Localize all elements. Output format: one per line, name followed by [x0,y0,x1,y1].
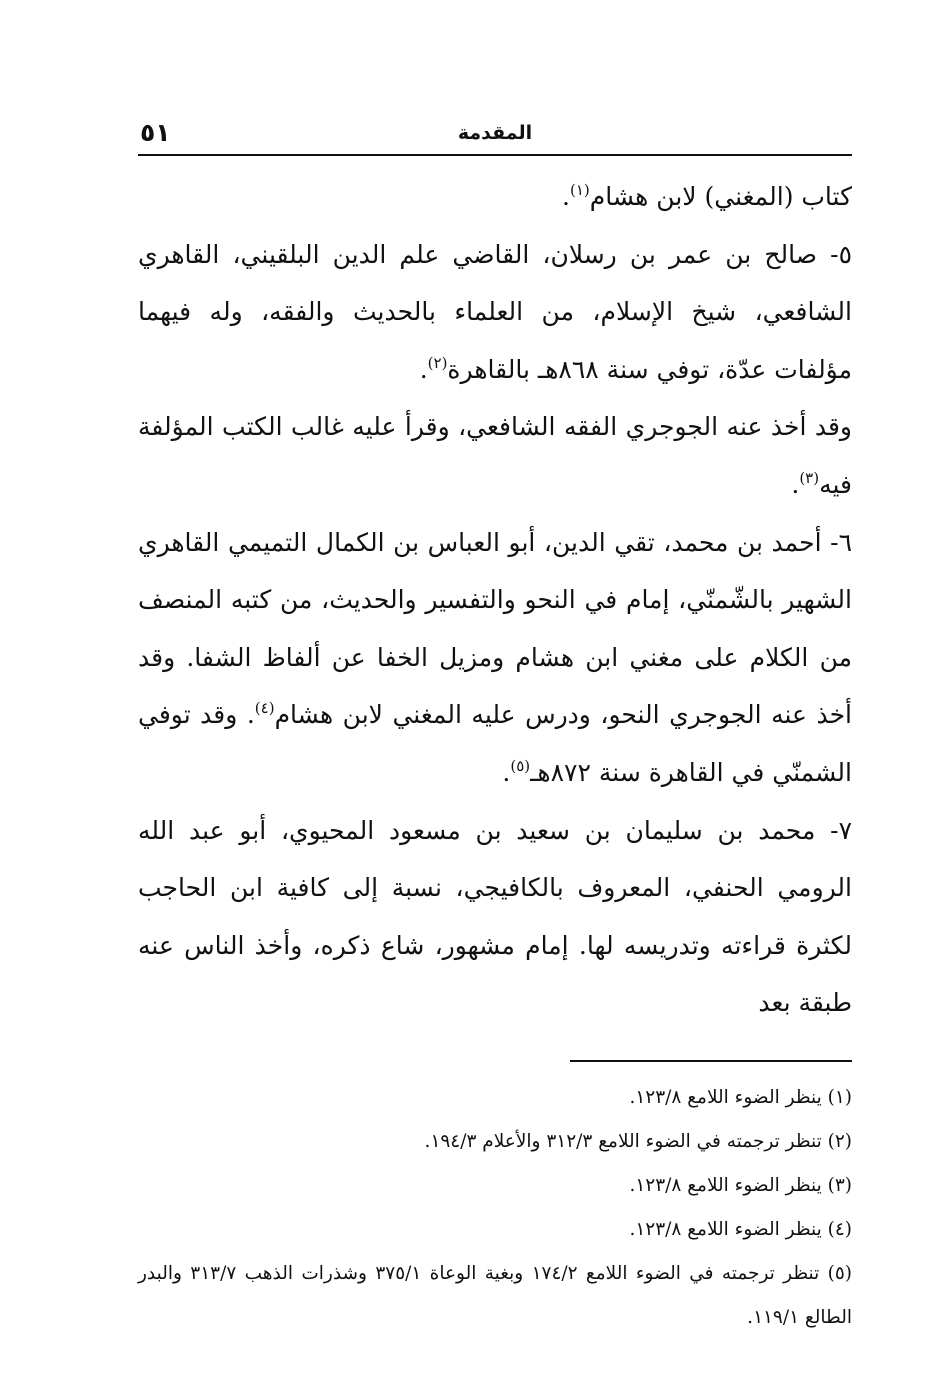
paragraph [138,398,852,513]
punctuation: . [419,354,428,384]
footnote: (٢) تنظر ترجمته في الضوء اللامع ٣١٢/٣ والأعلام ١٩٤/٣. [424,1130,852,1152]
footnote-ref: (٢) [427,353,448,372]
footnote-ref: (٥) [510,756,531,775]
paragraph-text: كتاب (المغني) لابن هشام [589,182,852,211]
punctuation: . [562,182,570,211]
paragraph-text: وقد أخذ عنه الجوجري النحو، ودرس عليه المغني لابن هشام [138,642,852,730]
page-number: ٥١ [140,118,171,147]
footnote: (١) ينظر الضوء اللامع ١٢٣/٨. [629,1086,852,1108]
punctuation: . [791,469,800,499]
paragraph [138,514,852,802]
paragraph [138,802,852,1032]
paragraph [138,226,852,399]
footnote: (٥) تنظر ترجمته في الضوء اللامع ١٧٤/٢ وبغية الوعاة ٣٧٥/١ وشذرات الذهب ٣١٣/٧ والبدر الطالع ١١٩/١. [138,1262,853,1328]
footnote: (٣) ينظر الضوء اللامع ١٢٣/٨. [629,1174,852,1196]
punctuation: . [502,757,511,787]
footnote-ref: (٤) [254,699,275,718]
paragraph-text: . وقد توفي الشمنّي في القاهرة سنة ٨٧٢هـ [138,700,852,787]
page-header [138,118,852,156]
footnotes [138,1076,852,1340]
book-page [138,118,853,1328]
page-title: المقدمة [457,122,533,144]
footnote-ref: (٣) [799,468,820,487]
paragraph-text: ٧- محمد بن سليمان بن سعيد بن مسعود المحيوي، أبو عبد الله الرومي الحنفي، المعروف بالكافيجي، نسبة إلى كافية ابن الحاجب لكثرة قراءته وتدريسه لها. إمام مشهور، شاع ذكره، وأخذ الناس عنه طبقة بعد [138,815,852,1018]
footnote: (٤) ينظر الضوء اللامع ١٢٣/٨. [629,1218,852,1240]
footnote-ref: (١) [569,181,590,199]
paragraph-text: ٦- أحمد بن محمد، تقي الدين، أبو العباس بن الكمال التميمي القاهري الشهير بالشّمنّي، إمام في النحو والتفسير والحديث، من كتبه المنصف من الكلام على مغني ابن هشام ومزيل الخفا عن ألفاظ الشفا. [138,527,852,672]
paragraph-text: وقد أخذ عنه الجوجري الفقه الشافعي، وقرأ عليه غالب الكتب المؤلفة فيه [138,412,852,499]
footnote-divider [570,1060,852,1062]
main-text [138,168,852,1032]
paragraph-text: ٥- صالح بن عمر بن رسلان، القاضي علم الدين البلقيني، القاهري الشافعي، شيخ الإسلام، من العلماء بالحديث والفقه، وله فيهما مؤلفات عدّة، توفي سنة ٨٦٨هـ بالقاهرة [138,239,852,384]
paragraph [138,168,852,226]
